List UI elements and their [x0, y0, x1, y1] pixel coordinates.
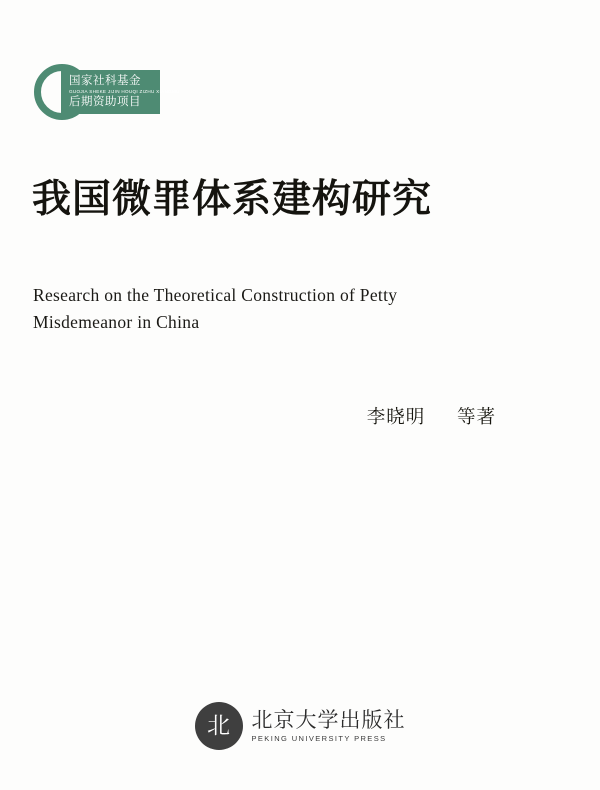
badge-text-block	[61, 70, 180, 114]
publisher-logo	[0, 702, 600, 750]
badge-line-one: 国家社科基金	[69, 75, 141, 87]
publisher-text	[252, 707, 406, 745]
badge-line-two: 后期资助项目	[69, 96, 141, 108]
author-line	[367, 403, 496, 429]
publisher-name-english: PEKING UNIVERSITY PRESS	[251, 734, 387, 743]
publisher-name-chinese: 北京大学出版社	[251, 708, 406, 732]
grant-badge	[34, 62, 180, 124]
author-name: 李晓明	[366, 407, 426, 428]
book-title-chinese: 我国微罪体系建构研究	[32, 177, 433, 222]
author-role: 等著	[456, 407, 496, 428]
publisher-seal-icon: 北	[195, 702, 243, 750]
badge-pinyin: GUOJIA SHEKE JIJIN HOUQI ZIZHU XIANGMU	[69, 89, 180, 94]
book-title-english: Research on the Theoretical Construction of Petty Misdemeanor in China	[33, 285, 398, 332]
